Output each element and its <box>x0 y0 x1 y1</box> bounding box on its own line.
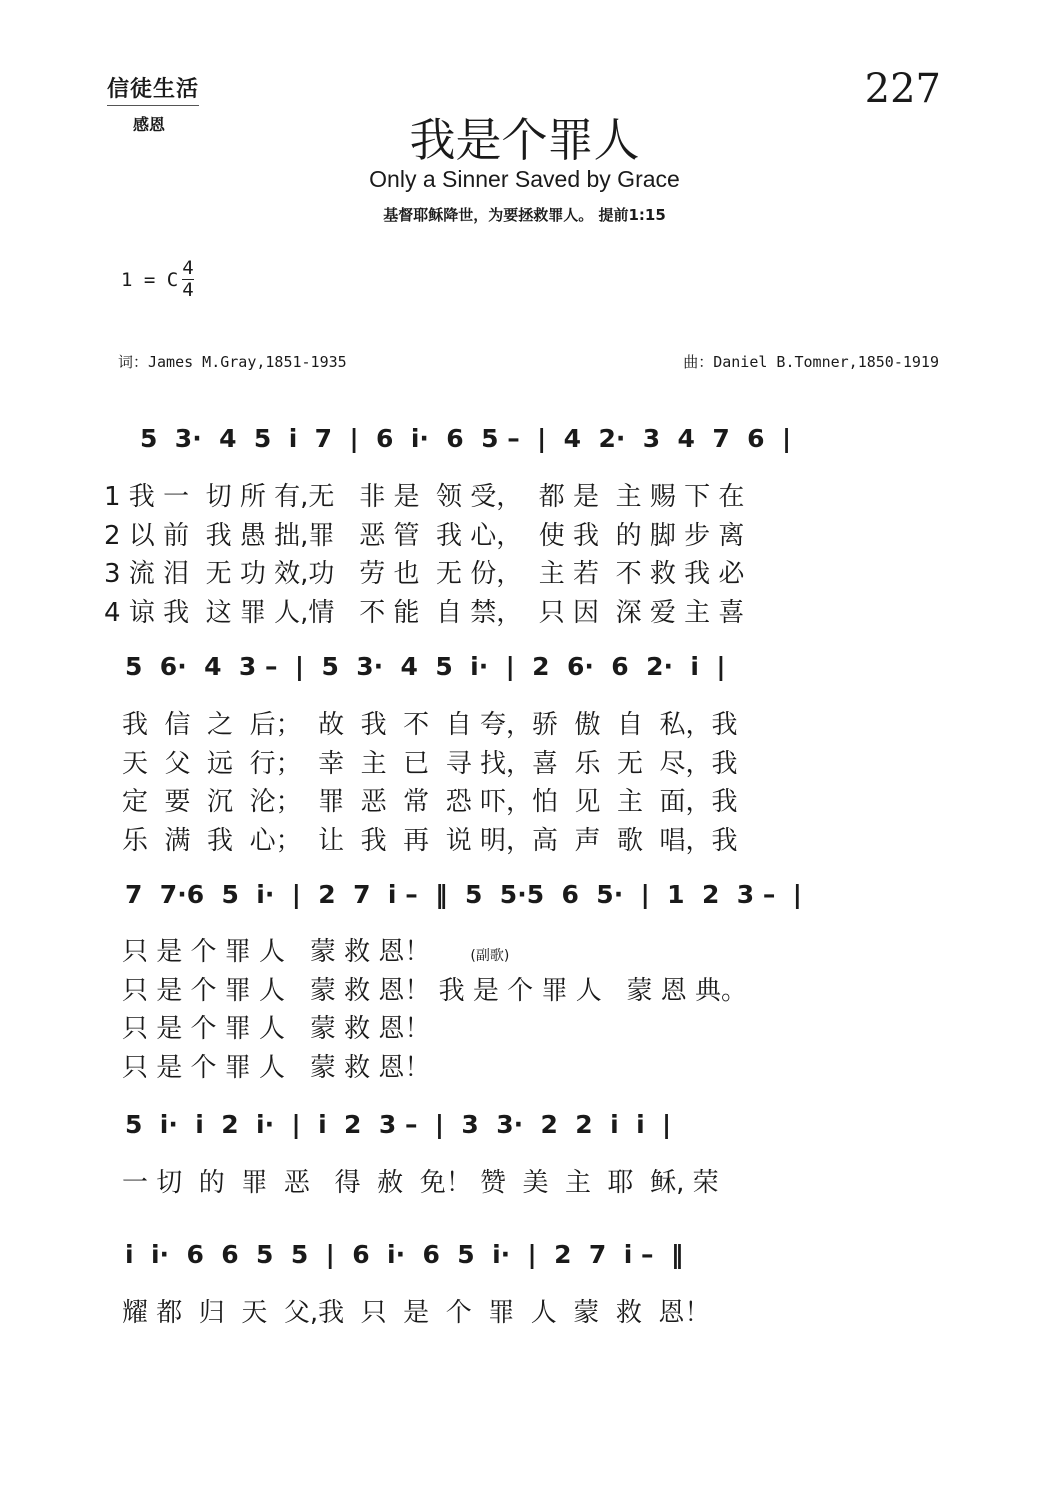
lyrics-block-1 <box>104 476 744 630</box>
notes-1: 5 3· 4 5 i 7 | 6 i· 6 5 – | 4 2· 3 4 7 6 | <box>140 423 792 453</box>
lyric-line: 乐 满 我 心； 让 我 再 说 明，高 声 歌 唱，我 <box>122 825 738 856</box>
key-label: 1 = C <box>121 268 179 291</box>
lyricist-credit: 词：James M.Gray,1851-1935 <box>118 353 347 371</box>
key-signature <box>121 258 194 301</box>
lyric-line <box>122 931 747 970</box>
lyrics-block-5 <box>122 1292 710 1331</box>
lyric-line: 3 流 泪 无 功 效,功 劳 也 无 份， 主 若 不 救 我 必 <box>104 559 745 589</box>
lyric-line: 4 谅 我 这 罪 人,情 不 能 自 禁， 只 因 深 爱 主 喜 <box>104 597 745 628</box>
lyric-text: 只 是 个 罪 人 蒙 救 恩！ <box>122 937 431 967</box>
notes-5: i i· 6 6 5 5 | 6 i· 6 5 i· | 2 7 i – ‖ <box>125 1239 684 1269</box>
lyric-line: 耀 都 归 天 父,我 只 是 个 罪 人 蒙 救 恩！ <box>122 1298 711 1328</box>
lyric-line: 只 是 个 罪 人 蒙 救 恩！ 我 是 个 罪 人 蒙 恩 典。 <box>122 975 748 1006</box>
english-title: Only a Sinner Saved by Grace <box>369 166 680 192</box>
lyrics-block-3 <box>122 931 747 1085</box>
notation-line-1 <box>110 410 939 466</box>
lyric-line: 1 我 一 切 所 有,无 非 是 领 受， 都 是 主 赐 下 在 <box>104 482 745 512</box>
hymn-number: 227 <box>864 66 941 112</box>
refrain-label: (副歌) <box>470 948 510 964</box>
composer-credit: 曲：Daniel B.Tomner,1850-1919 <box>683 353 939 371</box>
notation-line-2 <box>110 638 939 694</box>
time-bottom: 4 <box>182 279 194 301</box>
notation-line-5 <box>110 1226 939 1282</box>
notation-line-4 <box>110 1096 939 1152</box>
hymn-title: 我是个罪人 <box>409 113 640 167</box>
time-top: 4 <box>182 257 194 279</box>
time-signature <box>182 258 193 301</box>
notes-3: 7 7·6 5 i· | 2 7 i – ‖ 5 5·5 6 5· | 1 2 3 – | <box>125 879 802 909</box>
lyrics-block-2 <box>122 704 738 858</box>
subcategory-label: 感恩 <box>133 115 166 134</box>
category-label: 信徒生活 <box>107 72 199 106</box>
scripture-verse: 基督耶稣降世，为要拯救罪人。 提前1:15 <box>383 206 666 224</box>
lyric-line: 只 是 个 罪 人 蒙 救 恩！ <box>122 1052 431 1083</box>
notes-2: 5 6· 4 3 – | 5 3· 4 5 i· | 2 6· 6 2· i | <box>125 651 726 681</box>
lyric-line: 2 以 前 我 愚 拙,罪 恶 管 我 心， 使 我 的 脚 步 离 <box>104 520 745 551</box>
notes-4: 5 i· i 2 i· | i 2 3 – | 3 3· 2 2 i i | <box>125 1109 672 1139</box>
lyric-line: 我 信 之 后； 故 我 不 自 夸，骄 傲 自 私，我 <box>122 710 738 740</box>
lyric-line: 只 是 个 罪 人 蒙 救 恩！ <box>122 1014 431 1044</box>
lyric-line: 天 父 远 行； 幸 主 已 寻 找，喜 乐 无 尽，我 <box>122 748 738 779</box>
lyrics-block-4 <box>122 1162 719 1201</box>
notation-line-3 <box>110 866 939 922</box>
lyric-line: 一 切 的 罪 恶 得 赦 免！ 赞 美 主 耶 稣, 荣 <box>122 1168 719 1198</box>
lyric-line: 定 要 沉 沦； 罪 恶 常 恐 吓，怕 见 主 面，我 <box>122 787 738 817</box>
